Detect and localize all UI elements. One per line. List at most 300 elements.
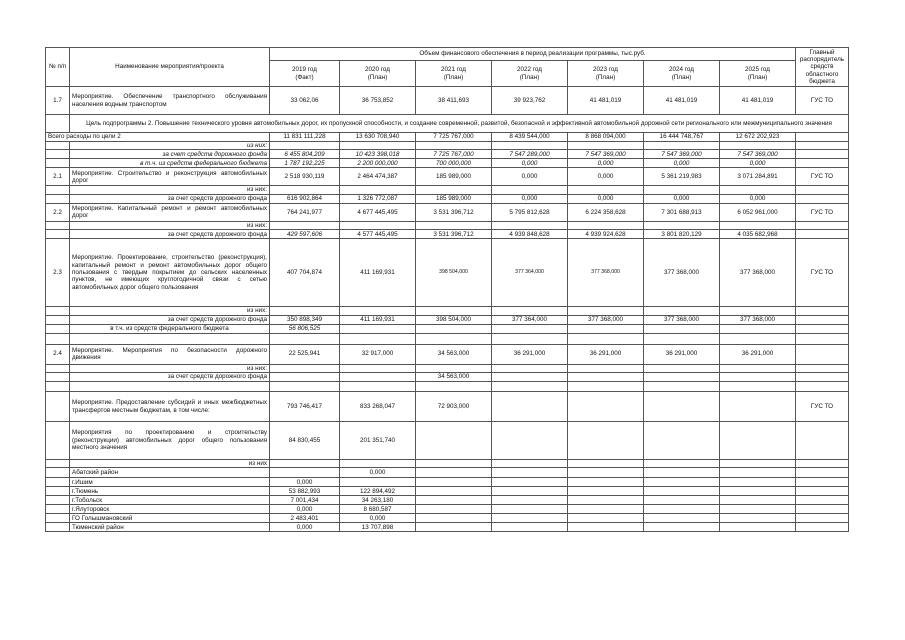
col-name-header: Наименование мероприятия/проекта	[70, 48, 270, 87]
row-name: из них:	[70, 142, 270, 150]
value-cell: 700 000,000	[416, 159, 492, 168]
owner-cell	[796, 194, 849, 203]
row-number	[46, 307, 70, 315]
year-label: 2024 год	[669, 66, 694, 74]
empty-cell	[416, 382, 492, 392]
owner-cell	[796, 150, 849, 159]
value-cell	[644, 324, 720, 333]
row-name: Мероприятие. Капитальный ремонт и ремонт автомобильных дорог	[70, 203, 270, 221]
owner-cell	[796, 133, 849, 142]
value-cell: 0,000	[720, 159, 796, 168]
empty-cell	[644, 382, 720, 392]
value-cell	[492, 460, 568, 468]
row-name: из них:	[70, 364, 270, 372]
value-cell	[720, 468, 796, 478]
budget-table	[45, 47, 849, 532]
row-number	[46, 468, 70, 478]
row-number	[46, 514, 70, 523]
value-cell	[492, 487, 568, 496]
value-cell: 411 169,931	[340, 239, 416, 307]
row-number	[46, 460, 70, 468]
value-cell: 36 291,000	[492, 344, 568, 364]
value-cell	[644, 373, 720, 382]
row-name: Тюменский район	[70, 523, 270, 532]
year-type: (План)	[671, 73, 692, 81]
value-cell: 11 831 111,228	[270, 133, 340, 142]
owner-cell	[796, 315, 849, 324]
value-cell	[492, 505, 568, 514]
year-header	[720, 61, 796, 87]
owner-cell	[796, 514, 849, 523]
row-name: в т.ч. из средств федерального бюджета	[70, 324, 270, 333]
value-cell	[568, 514, 644, 523]
value-cell: 377 368,000	[720, 315, 796, 324]
table-row	[46, 460, 849, 468]
value-cell	[644, 221, 720, 229]
owner-cell	[796, 307, 849, 315]
value-cell	[492, 364, 568, 372]
owner-cell	[796, 460, 849, 468]
value-cell: 1 326 772,087	[340, 194, 416, 203]
owner-cell	[796, 344, 849, 364]
row-number: 2.1	[46, 168, 70, 186]
value-cell	[568, 460, 644, 468]
table-row	[46, 422, 849, 460]
value-cell	[270, 307, 340, 315]
value-cell	[492, 142, 568, 150]
value-cell	[568, 186, 644, 194]
value-cell	[492, 392, 568, 422]
value-cell: 185 989,000	[416, 194, 492, 203]
row-number: 2.3	[46, 239, 70, 307]
value-cell: 3 531 396,712	[416, 230, 492, 239]
owner-cell	[796, 373, 849, 382]
value-cell	[416, 468, 492, 478]
empty-cell	[492, 382, 568, 392]
value-cell	[568, 307, 644, 315]
value-cell: 0,000	[340, 514, 416, 523]
year-header	[340, 61, 416, 87]
value-cell	[416, 307, 492, 315]
owner-cell: ГУС ТО	[796, 87, 849, 115]
value-cell: 1 787 192,225	[270, 159, 340, 168]
value-cell: 5 795 812,628	[492, 203, 568, 221]
year-label: 2021 год	[441, 66, 466, 74]
value-cell: 398 504,000	[416, 239, 492, 307]
value-cell: 12 672 202,923	[720, 133, 796, 142]
value-cell: 8 680,587	[340, 505, 416, 514]
owner-cell: ГУС ТО	[796, 168, 849, 186]
value-cell: 377 368,000	[568, 239, 644, 307]
row-name: из них:	[70, 186, 270, 194]
value-cell: 0,000	[568, 159, 644, 168]
value-cell	[270, 460, 340, 468]
value-cell	[416, 422, 492, 460]
table-row	[46, 523, 849, 532]
empty-cell	[720, 382, 796, 392]
value-cell	[270, 364, 340, 372]
owner-cell	[796, 468, 849, 478]
value-cell	[720, 186, 796, 194]
empty-cell	[644, 333, 720, 344]
year-type: (План)	[519, 73, 540, 81]
value-cell: 38 411,693	[416, 87, 492, 115]
value-cell: 0,000	[644, 194, 720, 203]
value-cell: 32 917,000	[340, 344, 416, 364]
row-name: Мероприятие. Предоставление субсидий и иных межбюджетных трансфертов местным бюджетам, в том числе:	[70, 392, 270, 422]
empty-cell	[270, 382, 340, 392]
empty-cell	[270, 333, 340, 344]
value-cell: 0,000	[492, 194, 568, 203]
empty-cell	[46, 382, 70, 392]
value-cell	[720, 373, 796, 382]
row-number	[46, 505, 70, 514]
empty-cell	[568, 382, 644, 392]
table-row	[46, 221, 849, 229]
value-cell	[644, 487, 720, 496]
value-cell	[644, 468, 720, 478]
table-body	[46, 87, 849, 532]
value-cell	[270, 373, 340, 382]
owner-cell	[796, 230, 849, 239]
empty-cell	[70, 382, 270, 392]
value-cell: 33 062,06	[270, 87, 340, 115]
empty-cell	[492, 333, 568, 344]
value-cell: 0,000	[270, 523, 340, 532]
value-cell	[644, 514, 720, 523]
value-cell: 377 368,000	[568, 315, 644, 324]
value-cell: 6 052 961,000	[720, 203, 796, 221]
value-cell	[416, 142, 492, 150]
value-cell	[416, 496, 492, 505]
value-cell	[340, 364, 416, 372]
year-header	[270, 61, 340, 87]
value-cell	[492, 422, 568, 460]
year-type: (Факт)	[295, 73, 314, 81]
table-row	[46, 230, 849, 239]
value-cell	[720, 496, 796, 505]
empty-cell	[796, 333, 849, 344]
value-cell: 4 577 445,495	[340, 230, 416, 239]
table-row	[46, 344, 849, 364]
value-cell	[720, 487, 796, 496]
table-row	[46, 133, 849, 142]
value-cell: 34 563,000	[416, 344, 492, 364]
value-cell	[644, 478, 720, 487]
value-cell: 764 241,977	[270, 203, 340, 221]
value-cell	[340, 221, 416, 229]
value-cell	[416, 460, 492, 468]
row-number	[46, 392, 70, 422]
value-cell: 7 725 767,000	[416, 133, 492, 142]
value-cell: 16 444 748,767	[644, 133, 720, 142]
value-cell: 2 518 930,119	[270, 168, 340, 186]
value-cell: 4 939 924,628	[568, 230, 644, 239]
row-name: Мероприятие. Строительство и реконструкция автомобильных дорог	[70, 168, 270, 186]
value-cell	[492, 221, 568, 229]
value-cell	[644, 142, 720, 150]
owner-cell	[796, 422, 849, 460]
value-cell	[720, 142, 796, 150]
value-cell: 7 547 369,000	[644, 150, 720, 159]
value-cell: 377 368,000	[644, 315, 720, 324]
value-cell	[720, 478, 796, 487]
value-cell: 36 753,852	[340, 87, 416, 115]
value-cell	[340, 478, 416, 487]
value-cell: 34 263,180	[340, 496, 416, 505]
owner-cell	[796, 487, 849, 496]
value-cell: 3 071 284,891	[720, 168, 796, 186]
value-cell	[568, 392, 644, 422]
value-cell: 7 547 289,000	[492, 150, 568, 159]
row-name: ГО Голышмановский	[70, 514, 270, 523]
value-cell: 350 898,349	[270, 315, 340, 324]
value-cell	[416, 186, 492, 194]
value-cell: 7 547 369,000	[720, 150, 796, 159]
value-cell	[644, 186, 720, 194]
value-cell: 377 364,000	[492, 315, 568, 324]
year-label: 2019 год	[292, 66, 317, 74]
row-number: 2.2	[46, 203, 70, 221]
value-cell	[644, 364, 720, 372]
value-cell	[568, 324, 644, 333]
value-cell	[568, 478, 644, 487]
owner-cell	[796, 478, 849, 487]
value-cell: 0,000	[720, 194, 796, 203]
table-row	[46, 478, 849, 487]
value-cell: 616 902,864	[270, 194, 340, 203]
value-cell	[340, 186, 416, 194]
row-number	[46, 364, 70, 372]
value-cell	[416, 478, 492, 487]
table-row	[46, 373, 849, 382]
table-row	[46, 307, 849, 315]
value-cell	[416, 324, 492, 333]
table-row	[46, 168, 849, 186]
row-name: г.Тюмень	[70, 487, 270, 496]
value-cell: 833 268,047	[340, 392, 416, 422]
table-row	[46, 203, 849, 221]
row-name: г.Ишим	[70, 478, 270, 487]
row-name: из них:	[70, 307, 270, 315]
value-cell	[340, 307, 416, 315]
row-name: за счет средств дорожного фонда	[70, 230, 270, 239]
value-cell	[720, 422, 796, 460]
value-cell	[720, 505, 796, 514]
empty-cell	[720, 333, 796, 344]
value-cell	[644, 307, 720, 315]
table-row	[46, 239, 849, 307]
value-cell: 0,000	[492, 168, 568, 186]
value-cell	[720, 221, 796, 229]
table-row	[46, 505, 849, 514]
value-cell: 39 923,762	[492, 87, 568, 115]
value-cell	[644, 392, 720, 422]
value-cell	[644, 422, 720, 460]
row-number	[46, 230, 70, 239]
value-cell: 41 481,019	[644, 87, 720, 115]
row-name: за счет средств дорожного фонда	[70, 373, 270, 382]
value-cell	[416, 221, 492, 229]
row-number	[46, 487, 70, 496]
owner-cell	[796, 142, 849, 150]
value-cell	[568, 523, 644, 532]
row-number	[46, 150, 70, 159]
empty-cell	[340, 382, 416, 392]
row-number	[46, 221, 70, 229]
row-name: за счет средств дорожного фонда	[70, 150, 270, 159]
row-name: Мероприятия по проектированию и строительству (реконструкции) автомобильных дорог общего пользования местного значения	[70, 422, 270, 460]
table-row	[46, 392, 849, 422]
value-cell: 36 291,000	[568, 344, 644, 364]
row-name: Всего расходы по цели 2	[46, 133, 270, 142]
table-row	[46, 142, 849, 150]
value-cell: 377 368,000	[720, 239, 796, 307]
value-cell	[492, 373, 568, 382]
value-cell: 4 035 682,968	[720, 230, 796, 239]
value-cell: 7 001,434	[270, 496, 340, 505]
row-name: в т.ч. из средств федерального бюджета	[70, 159, 270, 168]
value-cell	[340, 460, 416, 468]
value-cell: 34 563,000	[416, 373, 492, 382]
value-cell	[720, 364, 796, 372]
empty-cell	[416, 333, 492, 344]
owner-cell	[796, 221, 849, 229]
col-finance-header: Объем финансового обеспечения в период реализации программы, тыс.руб.	[270, 48, 796, 61]
value-cell: 22 525,941	[270, 344, 340, 364]
value-cell: 5 361 219,983	[644, 168, 720, 186]
row-number	[46, 478, 70, 487]
table-row	[46, 514, 849, 523]
table-row	[46, 194, 849, 203]
year-type: (План)	[367, 73, 388, 81]
empty-cell	[568, 333, 644, 344]
value-cell	[720, 523, 796, 532]
value-cell	[492, 514, 568, 523]
table-row	[46, 115, 849, 133]
value-cell	[270, 221, 340, 229]
owner-cell	[796, 496, 849, 505]
owner-cell	[796, 186, 849, 194]
value-cell: 793 746,417	[270, 392, 340, 422]
row-number: 2.4	[46, 344, 70, 364]
value-cell	[416, 505, 492, 514]
value-cell: 6 455 804,209	[270, 150, 340, 159]
row-name: из них	[70, 460, 270, 468]
year-label: 2022 год	[517, 66, 542, 74]
value-cell: 3 801 820,129	[644, 230, 720, 239]
table-row	[46, 87, 849, 115]
value-cell	[720, 324, 796, 333]
row-name: Мероприятие. Проектирование, строительство (реконструкция), капитальный ремонт и ремонт автомобильных дорог общего пользования с твердым покрытием до сельских населенных пунктов, не имеющих круглогодичной связи с сетью автомобильных дорог общего пользования	[70, 239, 270, 307]
value-cell	[492, 324, 568, 333]
value-cell: 13 630 708,940	[340, 133, 416, 142]
empty-cell	[46, 333, 70, 344]
owner-cell	[796, 505, 849, 514]
row-number	[46, 496, 70, 505]
row-name: г.Тобольск	[70, 496, 270, 505]
value-cell	[644, 496, 720, 505]
value-cell	[340, 142, 416, 150]
table-row	[46, 159, 849, 168]
row-number	[46, 142, 70, 150]
value-cell	[644, 505, 720, 514]
value-cell	[270, 468, 340, 478]
budget-document	[45, 47, 848, 532]
value-cell	[644, 460, 720, 468]
owner-cell	[796, 523, 849, 532]
value-cell	[270, 186, 340, 194]
value-cell: 0,000	[270, 478, 340, 487]
value-cell	[720, 392, 796, 422]
value-cell	[416, 514, 492, 523]
row-name: г.Ялуторовск	[70, 505, 270, 514]
header-row-top	[46, 48, 849, 61]
value-cell	[644, 523, 720, 532]
value-cell	[492, 307, 568, 315]
row-number	[46, 159, 70, 168]
value-cell: 377 368,000	[644, 239, 720, 307]
year-label: 2025 год	[745, 66, 770, 74]
value-cell	[720, 307, 796, 315]
year-header	[492, 61, 568, 87]
table-row	[46, 487, 849, 496]
year-header	[416, 61, 492, 87]
year-header	[644, 61, 720, 87]
owner-cell	[796, 159, 849, 168]
value-cell: 84 830,455	[270, 422, 340, 460]
value-cell	[492, 496, 568, 505]
value-cell: 41 481,019	[568, 87, 644, 115]
owner-cell: ГУС ТО	[796, 239, 849, 307]
value-cell	[492, 523, 568, 532]
value-cell	[568, 422, 644, 460]
goal-text: Цель подпрограммы 2. Повышение технического уровня автомобильных дорог, их пропускной способности, и создание современной, развитой, безопасной и эффективной автомобильной дорожной сети регионального или межмуниципального значения	[70, 115, 849, 133]
empty-cell	[796, 382, 849, 392]
value-cell	[340, 373, 416, 382]
value-cell	[568, 142, 644, 150]
value-cell: 0,000	[340, 468, 416, 478]
value-cell: 13 707,898	[340, 523, 416, 532]
value-cell: 2 483,401	[270, 514, 340, 523]
row-number: 1.7	[46, 87, 70, 115]
value-cell: 377 364,000	[492, 239, 568, 307]
year-type: (План)	[443, 73, 464, 81]
value-cell: 36 291,000	[720, 344, 796, 364]
value-cell: 398 504,000	[416, 315, 492, 324]
owner-cell	[796, 364, 849, 372]
row-number	[46, 315, 70, 324]
value-cell: 6 224 358,628	[568, 203, 644, 221]
value-cell: 7 547 369,000	[568, 150, 644, 159]
value-cell: 8 439 544,000	[492, 133, 568, 142]
row-name: за счет средств дорожного фонда	[70, 315, 270, 324]
value-cell: 72 903,000	[416, 392, 492, 422]
row-name: Мероприятие. Мероприятия по безопасности дорожного движения	[70, 344, 270, 364]
year-type: (План)	[595, 73, 616, 81]
table-row	[46, 150, 849, 159]
value-cell: 7 301 688,913	[644, 203, 720, 221]
value-cell	[568, 468, 644, 478]
value-cell: 0,000	[644, 159, 720, 168]
value-cell	[720, 460, 796, 468]
row-number	[46, 194, 70, 203]
table-row	[46, 496, 849, 505]
row-number	[46, 186, 70, 194]
owner-cell: ГУС ТО	[796, 392, 849, 422]
table-row	[46, 186, 849, 194]
value-cell	[568, 221, 644, 229]
